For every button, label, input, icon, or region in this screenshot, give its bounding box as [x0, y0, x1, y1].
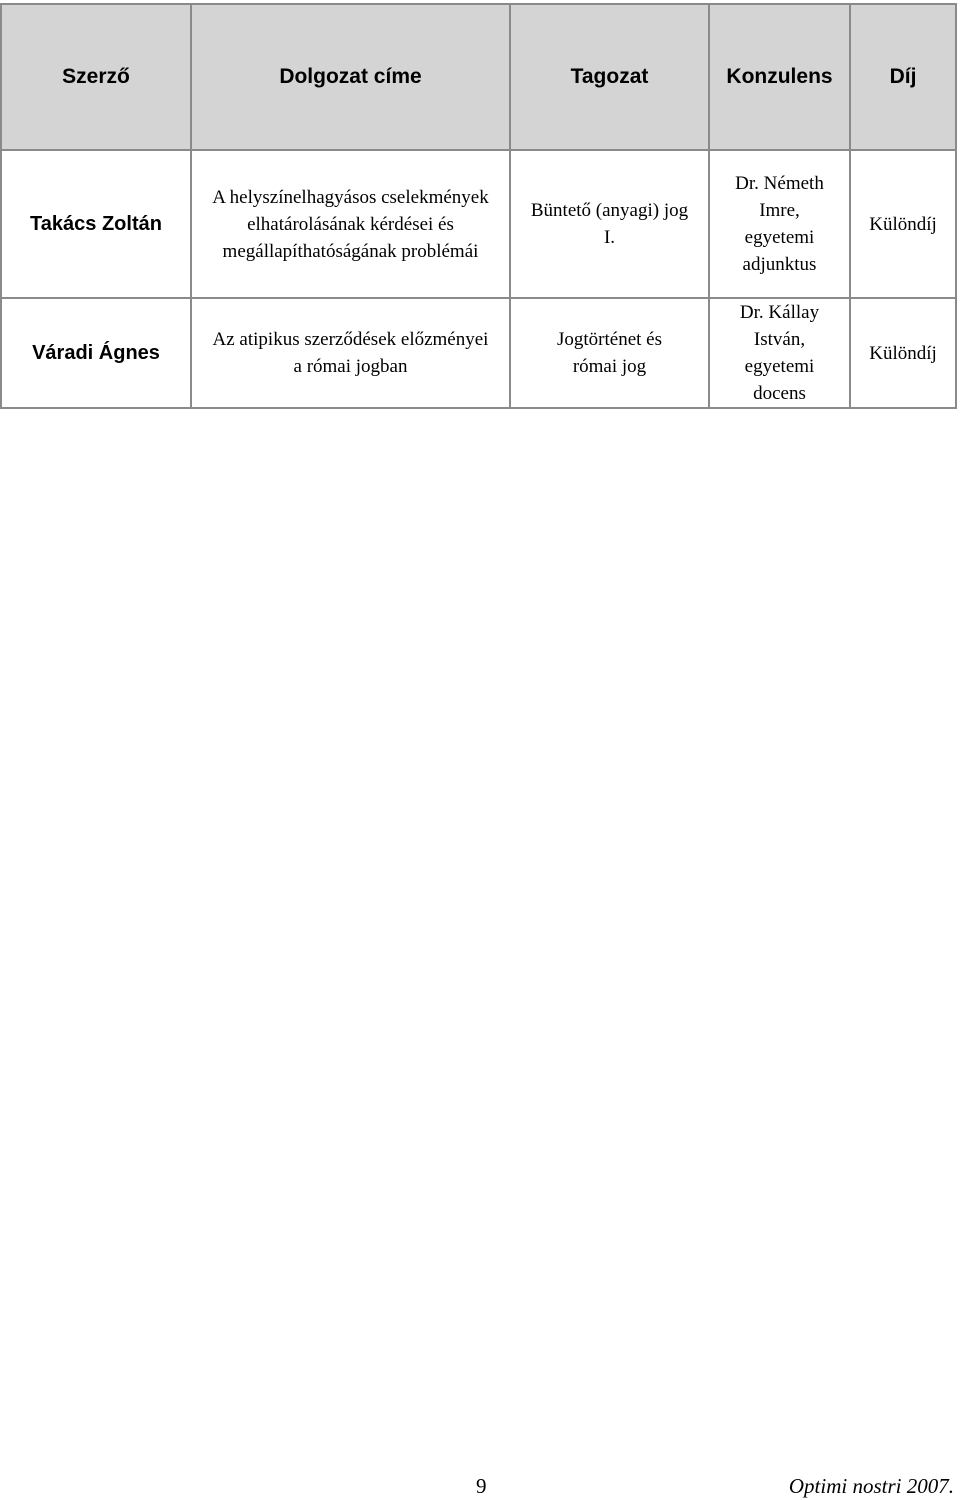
table-row: [1, 150, 956, 298]
cell-section: Jogtörténet és római jog: [510, 298, 709, 408]
header-consultant: Konzulens: [709, 4, 850, 150]
cell-prize: Különdíj: [850, 150, 956, 298]
cell-title: Az atipikus szerződések előzményei a római jogban: [191, 298, 510, 408]
cell-consultant: Dr. Kállay István, egyetemi docens: [709, 298, 850, 408]
cell-consultant: Dr. Németh Imre, egyetemi adjunktus: [709, 150, 850, 298]
publication-title: Optimi nostri 2007.: [788, 1474, 954, 1498]
table-row: [1, 298, 956, 408]
awards-table: [0, 3, 957, 409]
header-title: Dolgozat címe: [191, 4, 510, 150]
cell-title: A helyszínelhagyásos cselekmények elhatárolásának kérdései és megállapíthatóságának problémái: [191, 150, 510, 298]
cell-section: Büntető (anyagi) jog I.: [510, 150, 709, 298]
page-number: 9: [476, 1474, 487, 1498]
cell-prize: Különdíj: [850, 298, 956, 408]
header-section: Tagozat: [510, 4, 709, 150]
header-prize: Díj: [850, 4, 956, 150]
table-header-row: [1, 4, 956, 150]
header-author: Szerző: [1, 4, 191, 150]
cell-author: Takács Zoltán: [1, 150, 191, 298]
cell-author: Váradi Ágnes: [1, 298, 191, 408]
